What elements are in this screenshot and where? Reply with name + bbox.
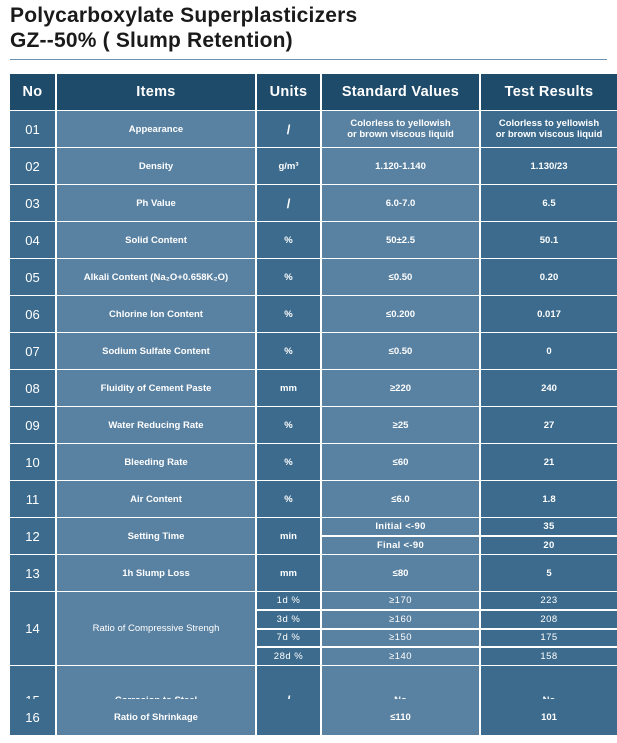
row-unit: %	[257, 222, 320, 258]
row-item: Ph Value	[57, 185, 255, 221]
row-item: Solid Content	[57, 222, 255, 258]
row-no: 04	[10, 222, 55, 258]
row-unit	[257, 699, 320, 735]
header-items: Items	[57, 74, 255, 110]
sub-unit-3d: 3d %	[257, 609, 320, 628]
row-standard: ≤110	[322, 699, 479, 735]
row-unit: %	[257, 407, 320, 443]
row-no: 09	[10, 407, 55, 443]
row-unit: /	[257, 185, 320, 221]
row-unit: mm	[257, 370, 320, 406]
document-title: Polycarboxylate Superplasticizers	[10, 4, 358, 27]
row-no: 07	[10, 333, 55, 369]
header-units: Units	[257, 74, 320, 110]
row-standard: ≤80	[322, 555, 479, 591]
row-standard: 50±2.5	[322, 222, 479, 258]
row-no: 14	[10, 592, 55, 665]
sub-result-7d: 175	[481, 628, 617, 647]
row-unit: mm	[257, 555, 320, 591]
row-result: 6.5	[481, 185, 617, 221]
row-result: 50.1	[481, 222, 617, 258]
row-standard: ≤0.50	[322, 259, 479, 295]
row-unit	[257, 592, 320, 665]
row-standard	[322, 111, 479, 147]
row-result: 1.8	[481, 481, 617, 517]
row-no: 12	[10, 518, 55, 554]
row-item: Sodium Sulfate Content	[57, 333, 255, 369]
row-no: 11	[10, 481, 55, 517]
row-result: 5	[481, 555, 617, 591]
sub-unit-7d: 7d %	[257, 628, 320, 647]
row-unit: %	[257, 296, 320, 332]
document-subtitle: GZ--50% ( Slump Retention)	[10, 29, 293, 52]
row-item: Air Content	[57, 481, 255, 517]
row-item: Appearance	[57, 111, 255, 147]
row-result: 1.130/23	[481, 148, 617, 184]
row-standard: ≤0.50	[322, 333, 479, 369]
row-result: 0.017	[481, 296, 617, 332]
row-no: 01	[10, 111, 55, 147]
header-no: No	[10, 74, 55, 110]
row-no: 06	[10, 296, 55, 332]
row-item: Setting Time	[57, 518, 255, 554]
row-unit: min	[257, 518, 320, 554]
row-unit: g/m³	[257, 148, 320, 184]
row-result: 0	[481, 333, 617, 369]
setting-final-standard: Final <-90	[322, 535, 479, 554]
sub-standard-1d: ≥170	[388, 594, 413, 606]
row-item: Water Reducing Rate	[57, 407, 255, 443]
row-no: 03	[10, 185, 55, 221]
row-item: Density	[57, 148, 255, 184]
row-item: 1h Slump Loss	[57, 555, 255, 591]
row-item: Ratio of Shrinkage	[57, 699, 255, 735]
setting-initial-standard: Initial <-90	[375, 521, 426, 532]
sub-standard-3d: ≥160	[322, 609, 479, 628]
row-item: Ratio of Compressive Strengh	[57, 592, 255, 665]
row-result	[481, 592, 617, 665]
row-item: Alkali Content (Na₂O+0.658K₂O)	[57, 259, 255, 295]
row-standard: 6.0-7.0	[322, 185, 479, 221]
row-result: 21	[481, 444, 617, 480]
row-no: 10	[10, 444, 55, 480]
row-result: 101	[481, 699, 617, 735]
row-result: 0.20	[481, 259, 617, 295]
row-standard: 1.120-1.140	[322, 148, 479, 184]
sub-result-28d: 158	[481, 646, 617, 665]
row-standard: ≥220	[322, 370, 479, 406]
row-standard: ≤60	[322, 444, 479, 480]
row-no: 02	[10, 148, 55, 184]
row-unit: /	[257, 111, 320, 147]
row-unit: %	[257, 444, 320, 480]
row-item: Chlorine Ion Content	[57, 296, 255, 332]
row-standard: ≤6.0	[322, 481, 479, 517]
row-unit: %	[257, 259, 320, 295]
row-item: Fluidity of Cement Paste	[57, 370, 255, 406]
row-unit: %	[257, 333, 320, 369]
row-standard: ≤0.200	[322, 296, 479, 332]
sub-unit-28d: 28d %	[257, 646, 320, 665]
sub-unit-1d: 1d %	[276, 594, 301, 606]
row-result	[481, 518, 617, 554]
last-row	[10, 699, 609, 735]
sub-result-3d: 208	[481, 609, 617, 628]
row-no: 05	[10, 259, 55, 295]
row-result	[481, 111, 617, 147]
standard-line-2: or brown viscous liquid	[347, 129, 454, 140]
row-no: 08	[10, 370, 55, 406]
row-standard: ≥25	[322, 407, 479, 443]
sub-result-1d: 223	[540, 594, 558, 606]
row-no: 13	[10, 555, 55, 591]
row-result: 240	[481, 370, 617, 406]
sub-standard-7d: ≥150	[322, 628, 479, 647]
row-unit: %	[257, 481, 320, 517]
standard-line-1: Colorless to yellowish	[350, 118, 451, 129]
row-result: 27	[481, 407, 617, 443]
setting-final-result: 20	[481, 535, 617, 554]
result-line-2: or brown viscous liquid	[495, 129, 603, 140]
result-line-1: Colorless to yellowish	[498, 118, 600, 129]
row-item: Bleeding Rate	[57, 444, 255, 480]
header-standard-values: Standard Values	[322, 74, 479, 110]
sub-standard-28d: ≥140	[322, 646, 479, 665]
setting-initial-result: 35	[543, 521, 555, 532]
header-test-results: Test Results	[481, 74, 617, 110]
row-standard	[322, 592, 479, 665]
row-standard	[322, 518, 479, 554]
title-divider	[10, 59, 607, 60]
spec-table	[10, 74, 609, 735]
row-no: 16	[10, 699, 55, 735]
